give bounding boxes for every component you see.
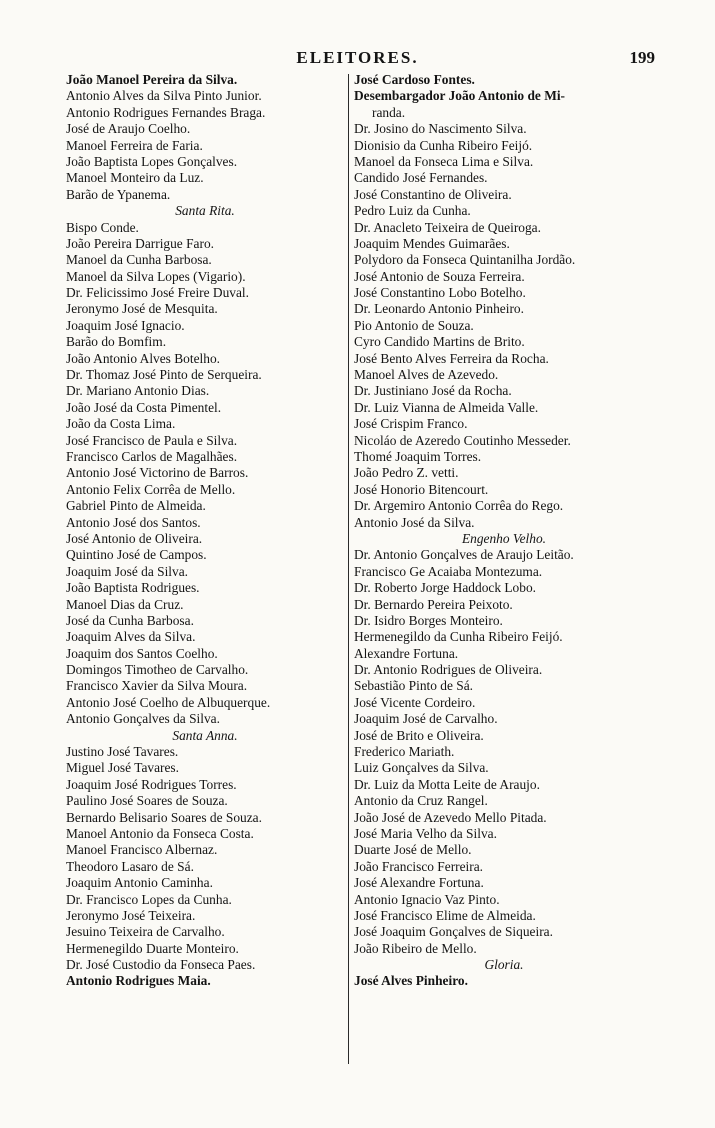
elector-entry: Dr. Leonardo Antonio Pinheiro. bbox=[354, 301, 524, 317]
elector-entry: Nicoláo de Azeredo Coutinho Messeder. bbox=[354, 432, 571, 448]
elector-entry: Antonio Gonçalves da Silva. bbox=[66, 711, 220, 727]
elector-entry: Manoel Alves de Azevedo. bbox=[354, 367, 499, 383]
elector-entry: Hermenegildo da Cunha Ribeiro Feijó. bbox=[354, 629, 563, 645]
elector-entry: Dr. Felicissimo José Freire Duval. bbox=[66, 285, 249, 301]
elector-entry: José de Araujo Coelho. bbox=[66, 121, 191, 137]
elector-entry: Antonio Ignacio Vaz Pinto. bbox=[354, 891, 500, 907]
elector-entry: Antonio José da Silva. bbox=[354, 514, 475, 530]
elector-entry: Joaquim José Ignacio. bbox=[66, 317, 185, 333]
elector-entry: José de Brito e Oliveira. bbox=[354, 727, 484, 743]
elector-entry: Joaquim José de Carvalho. bbox=[354, 711, 498, 727]
elector-entry: José Francisco de Paula e Silva. bbox=[66, 432, 238, 448]
elector-entry: Luiz Gonçalves da Silva. bbox=[354, 760, 489, 776]
elector-entry: Antonio José Victorino de Barros. bbox=[66, 465, 249, 481]
elector-entry: José Francisco Elime de Almeida. bbox=[354, 907, 536, 923]
elector-entry: Dr. Thomaz José Pinto de Serqueira. bbox=[66, 367, 262, 383]
elector-entry: Gabriel Pinto de Almeida. bbox=[66, 498, 206, 514]
elector-entry: José Maria Velho da Silva. bbox=[354, 825, 497, 841]
elector-entry: Cyro Candido Martins de Brito. bbox=[354, 334, 525, 350]
elector-entry: Theodoro Lasaro de Sá. bbox=[66, 858, 194, 874]
section-heading: Santa Anna. bbox=[172, 727, 238, 743]
elector-entry: Polydoro da Fonseca Quintanilha Jordão. bbox=[354, 252, 576, 268]
elector-entry: José Constantino Lobo Botelho. bbox=[354, 285, 526, 301]
elector-entry: João Francisco Ferreira. bbox=[354, 858, 484, 874]
elector-entry: José Constantino de Oliveira. bbox=[354, 186, 512, 202]
elector-entry: Frederico Mariath. bbox=[354, 744, 455, 760]
elector-entry: Justino José Tavares. bbox=[66, 744, 179, 760]
elector-entry: José Crispim Franco. bbox=[354, 416, 468, 432]
elector-entry: Antonio José Coelho de Albuquerque. bbox=[66, 694, 271, 710]
elector-entry: José Antonio de Oliveira. bbox=[66, 530, 203, 546]
elector-entry: João José da Costa Pimentel. bbox=[66, 399, 222, 415]
elector-entry: Antonio Felix Corrêa de Mello. bbox=[66, 481, 236, 497]
elector-entry: João Baptista Lopes Gonçalves. bbox=[66, 153, 238, 169]
section-heading: Santa Rita. bbox=[175, 203, 235, 219]
elector-entry: José Honorio Bitencourt. bbox=[354, 481, 489, 497]
elector-entry: João Pereira Darrigue Faro. bbox=[66, 235, 214, 251]
elector-entry: Manoel Ferreira de Faria. bbox=[66, 137, 203, 153]
elector-entry: Dr. Bernardo Pereira Peixoto. bbox=[354, 596, 513, 612]
page-number: 199 bbox=[629, 48, 655, 67]
elector-entry: José Vicente Cordeiro. bbox=[354, 694, 476, 710]
elector-entry: Pio Antonio de Souza. bbox=[354, 317, 474, 333]
elector-entry: José da Cunha Barbosa. bbox=[66, 612, 194, 628]
elector-entry: Joaquim dos Santos Coelho. bbox=[66, 645, 218, 661]
elector-entry: Domingos Timotheo de Carvalho. bbox=[66, 662, 249, 678]
elector-entry: Barão de Ypanema. bbox=[66, 186, 171, 202]
elector-entry: Alexandre Fortuna. bbox=[354, 645, 459, 661]
elector-entry: José Bento Alves Ferreira da Rocha. bbox=[354, 350, 549, 366]
elector-entry: Manoel Dias da Cruz. bbox=[66, 596, 184, 612]
elector-entry: José Joaquim Gonçalves de Siqueira. bbox=[354, 924, 553, 940]
elector-entry: Dr. Argemiro Antonio Corrêa do Rego. bbox=[354, 498, 564, 514]
elector-entry: Joaquim Mendes Guimarães. bbox=[354, 235, 510, 251]
elector-entry: Barão do Bomfim. bbox=[66, 334, 167, 350]
elector-entry: Manoel Francisco Albernaz. bbox=[66, 842, 218, 858]
elector-entry: Dr. Josino do Nascimento Silva. bbox=[354, 121, 527, 137]
elector-entry: Dr. Francisco Lopes da Cunha. bbox=[66, 891, 232, 907]
elector-entry: Joaquim Antonio Caminha. bbox=[66, 875, 213, 891]
elector-entry: Dr. Isidro Borges Monteiro. bbox=[354, 612, 503, 628]
elector-entry: João Antonio Alves Botelho. bbox=[66, 350, 220, 366]
elector-entry: Hermenegildo Duarte Monteiro. bbox=[66, 940, 239, 956]
elector-entry: Dr. Roberto Jorge Haddock Lobo. bbox=[354, 580, 536, 596]
elector-entry: Joaquim Alves da Silva. bbox=[66, 629, 196, 645]
elector-entry: Bernardo Belisario Soares de Souza. bbox=[66, 809, 262, 825]
elector-entry: Bispo Conde. bbox=[66, 219, 139, 235]
elector-entry: João Manoel Pereira da Silva. bbox=[66, 72, 238, 87]
elector-entry: João Ribeiro de Mello. bbox=[354, 940, 477, 956]
elector-entry: Antonio Rodrigues Maia. bbox=[66, 973, 211, 989]
elector-entry: João Baptista Rodrigues. bbox=[66, 580, 200, 596]
elector-entry: Dionisio da Cunha Ribeiro Feijó. bbox=[354, 137, 533, 153]
elector-entry: Dr. Anacleto Teixeira de Queiroga. bbox=[354, 219, 541, 235]
elector-entry: Dr. Mariano Antonio Dias. bbox=[66, 383, 210, 399]
elector-entry: Antonio José dos Santos. bbox=[66, 514, 201, 530]
elector-entry: Dr. Antonio Rodrigues de Oliveira. bbox=[354, 662, 543, 678]
elector-entry: Miguel José Tavares. bbox=[66, 760, 179, 776]
elector-entry: João da Costa Lima. bbox=[66, 416, 176, 432]
elector-entry: Dr. Justiniano José da Rocha. bbox=[354, 383, 512, 399]
elector-entry: Joaquim José Rodrigues Torres. bbox=[66, 776, 237, 792]
elector-entry: Antonio Alves da Silva Pinto Junior. bbox=[66, 88, 262, 104]
elector-entry: Jesuino Teixeira de Carvalho. bbox=[66, 924, 225, 940]
elector-entry: Antonio Rodrigues Fernandes Braga. bbox=[66, 104, 266, 120]
elector-entry: Manoel da Cunha Barbosa. bbox=[66, 252, 212, 268]
elector-entry: Duarte José de Mello. bbox=[354, 842, 472, 858]
elector-entry: José Alexandre Fortuna. bbox=[354, 875, 484, 891]
right-column bbox=[354, 72, 654, 990]
left-column bbox=[66, 72, 344, 990]
elector-entry: José Alves Pinheiro. bbox=[354, 973, 468, 989]
elector-entry: João Pedro Z. vetti. bbox=[354, 465, 459, 481]
elector-entry: Candido José Fernandes. bbox=[354, 170, 488, 186]
elector-entry: Pedro Luiz da Cunha. bbox=[354, 203, 471, 219]
elector-entry: Antonio da Cruz Rangel. bbox=[354, 793, 488, 809]
elector-entry: Francisco Carlos de Magalhães. bbox=[66, 448, 238, 464]
elector-entry: Manoel Antonio da Fonseca Costa. bbox=[66, 825, 254, 841]
elector-entry: Dr. Luiz da Motta Leite de Araujo. bbox=[354, 776, 540, 792]
page-title: ELEITORES. bbox=[296, 48, 419, 67]
elector-entry: Manoel da Silva Lopes (Vigario). bbox=[66, 268, 246, 284]
elector-entry: Thomé Joaquim Torres. bbox=[354, 448, 482, 464]
elector-entry: Jeronymo José Teixeira. bbox=[66, 907, 196, 923]
elector-entry: Francisco Ge Acaiaba Montezuma. bbox=[354, 563, 543, 579]
elector-entry: José Cardoso Fontes. bbox=[354, 72, 475, 87]
elector-entry: Manoel da Fonseca Lima e Silva. bbox=[354, 153, 534, 169]
elector-entry: Quintino José de Campos. bbox=[66, 547, 207, 563]
elector-entry: Desembargador João Antonio de Mi- bbox=[354, 88, 566, 104]
elector-entry: Dr. Luiz Vianna de Almeida Valle. bbox=[354, 399, 539, 415]
elector-entry: José Antonio de Souza Ferreira. bbox=[354, 268, 525, 284]
elector-entry: Dr. Antonio Gonçalves de Araujo Leitão. bbox=[354, 547, 574, 563]
elector-entry: Dr. José Custodio da Fonseca Paes. bbox=[66, 957, 256, 973]
section-heading: Gloria. bbox=[484, 957, 524, 973]
elector-entry: Francisco Xavier da Silva Moura. bbox=[66, 678, 248, 694]
column-divider bbox=[348, 74, 349, 1064]
section-heading: Engenho Velho. bbox=[461, 530, 547, 546]
elector-entry: Jeronymo José de Mesquita. bbox=[66, 301, 218, 317]
elector-entry: Sebastião Pinto de Sá. bbox=[354, 678, 474, 694]
elector-entry: randa. bbox=[372, 104, 406, 120]
elector-entry: Paulino José Soares de Souza. bbox=[66, 793, 228, 809]
elector-entry: Manoel Monteiro da Luz. bbox=[66, 170, 204, 186]
elector-entry: João José de Azevedo Mello Pitada. bbox=[354, 809, 547, 825]
elector-entry: Joaquim José da Silva. bbox=[66, 563, 188, 579]
page-header bbox=[0, 48, 715, 70]
